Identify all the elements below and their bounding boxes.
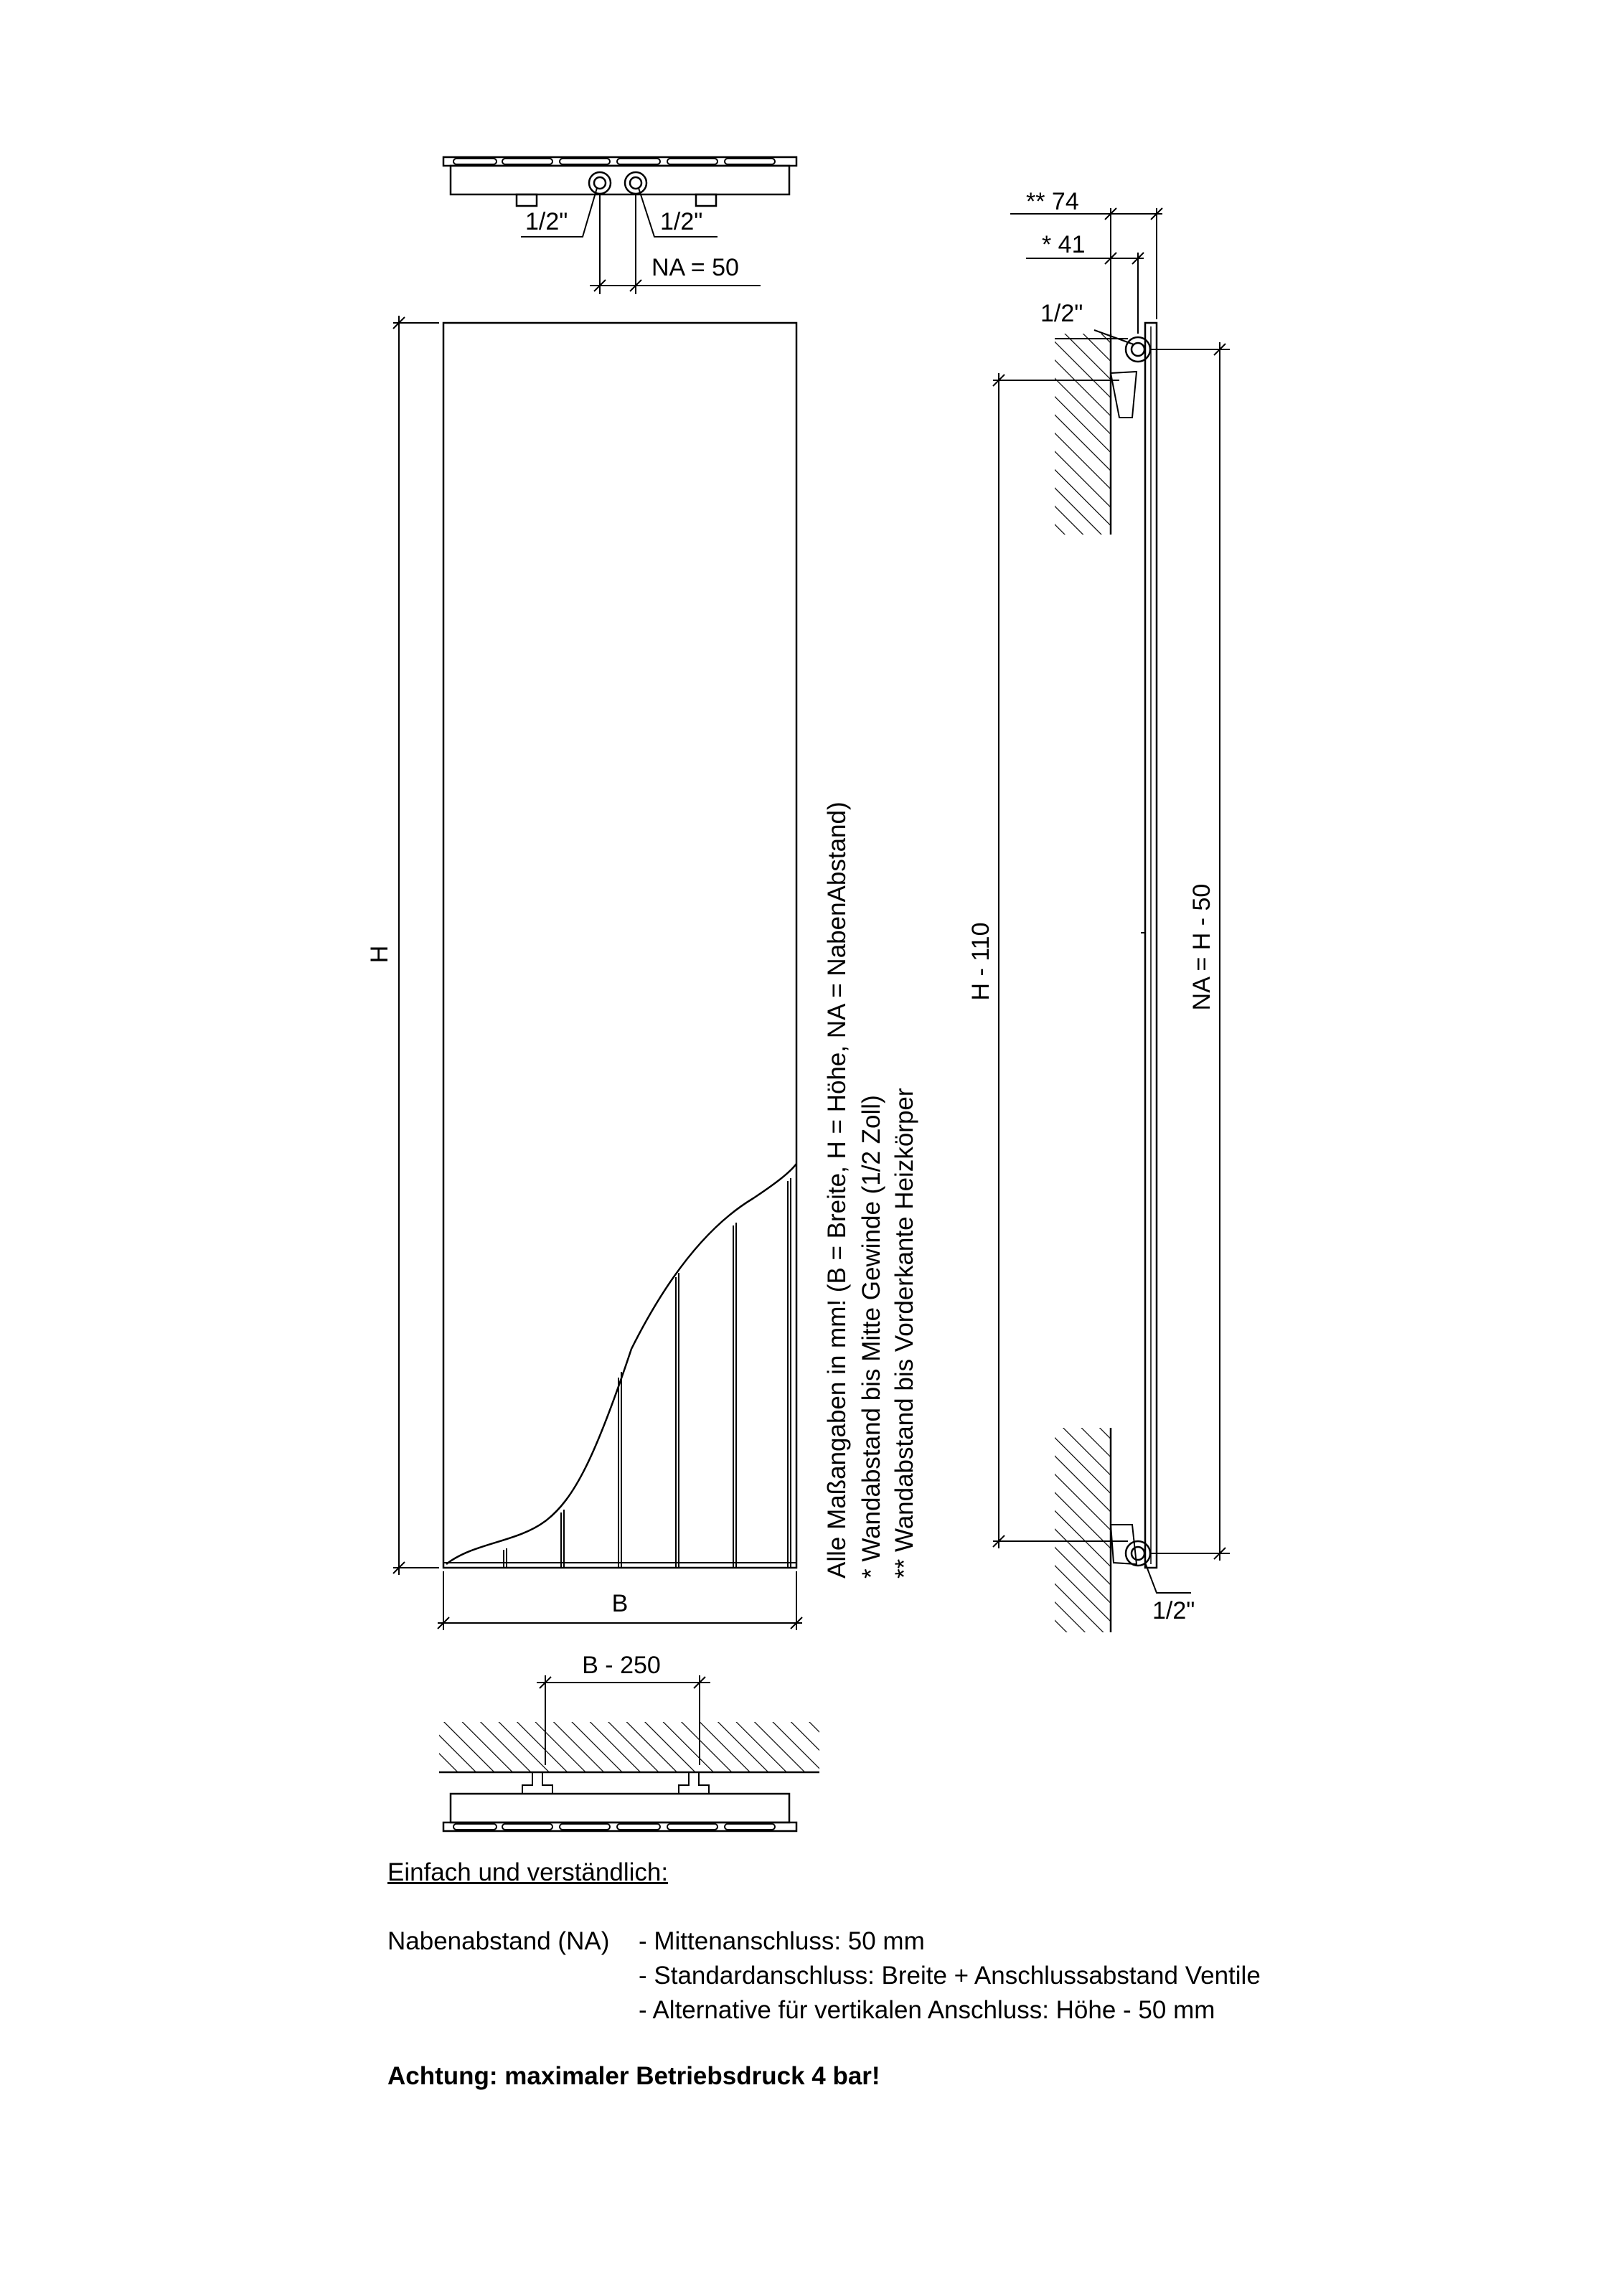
- legend-line-3: ** Wandabstand bis Vorderkante Heizkörper: [890, 1088, 918, 1578]
- side-top-bracket: [1111, 372, 1137, 418]
- top-view-bracket-right: [696, 194, 716, 206]
- top-view-body: [451, 166, 789, 194]
- top-view-bracket-left: [517, 194, 537, 206]
- side-top-connection: [1126, 337, 1150, 362]
- bracket-height-label: H - 110: [967, 922, 994, 1001]
- top-connection-label-left: 1/2": [525, 208, 568, 235]
- na-row: [387, 1924, 1535, 2028]
- na-item-standard: - Standardanschluss: Breite + Anschlussabstand Ventile: [639, 1962, 1261, 1990]
- top-connection-label-right: 1/2": [660, 208, 703, 235]
- top-view-slots: [453, 159, 775, 164]
- hub-distance-label: NA = 50: [651, 254, 739, 281]
- height-label: H: [366, 945, 393, 964]
- legend: [823, 801, 918, 1578]
- top-view: [443, 157, 796, 294]
- vertical-hub-distance-label: NA = H - 50: [1188, 883, 1215, 1011]
- wall-hatching: [439, 1722, 819, 1772]
- width-label: B: [611, 1590, 629, 1617]
- side-bottom-connection-label: 1/2": [1152, 1597, 1195, 1624]
- legend-line-1: Alle Maßangaben in mm! (B = Breite, H = Höhe, NA = NabenAbstand): [823, 801, 851, 1578]
- na-label: Nabenabstand (NA): [387, 1927, 610, 1955]
- notes-block: [387, 1858, 1535, 2091]
- notes-heading: Einfach und verständlich:: [387, 1858, 669, 1886]
- side-top-connection-label: 1/2": [1040, 300, 1083, 327]
- wall-bottom-hatching: [1055, 1428, 1111, 1632]
- na-item-center: - Mittenanschluss: 50 mm: [639, 1927, 925, 1955]
- wall-top-hatching: [1055, 334, 1111, 535]
- bracket-distance-label: B - 250: [582, 1652, 661, 1679]
- side-bottom-connection: [1126, 1541, 1150, 1566]
- top-view-connection-right: [625, 172, 646, 194]
- legend-line-2: * Wandabstand bis Mitte Gewinde (1/2 Zoll): [857, 1095, 885, 1578]
- top-view-connection-left: [589, 172, 611, 194]
- bottom-view: [439, 1675, 819, 1831]
- front-view: [393, 316, 802, 1630]
- internal-ribs: [504, 1178, 791, 1568]
- na-item-vertical: - Alternative für vertikalen Anschluss: Höhe - 50 mm: [639, 1996, 1215, 2024]
- thread-center-distance-label: * 41: [1042, 231, 1086, 258]
- na-items: [639, 1924, 1261, 2028]
- bottom-view-body: [451, 1794, 789, 1822]
- pressure-warning: Achtung: maximaler Betriebsdruck 4 bar!: [387, 2062, 880, 2090]
- bottom-bracket-right: [679, 1772, 709, 1794]
- front-edge-distance-label: ** 74: [1026, 188, 1079, 215]
- bottom-bracket-left: [522, 1772, 552, 1794]
